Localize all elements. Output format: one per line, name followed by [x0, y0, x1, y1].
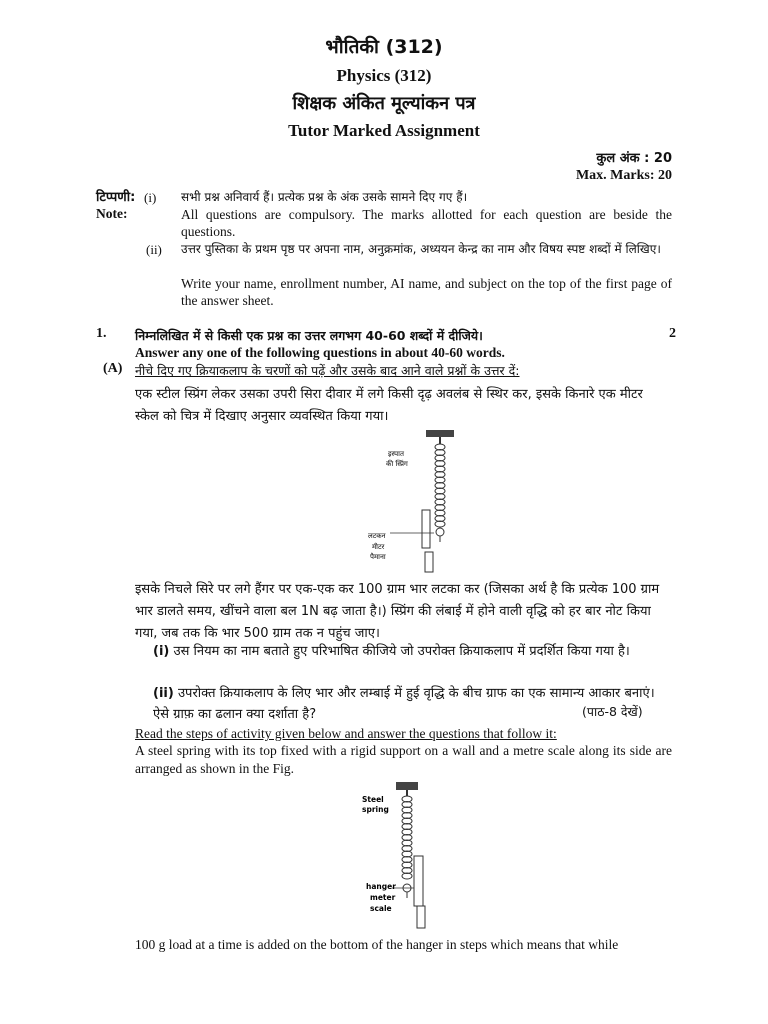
part-a-procedure-english: 100 g load at a time is added on the bottom of the hanger in steps which means that while — [135, 937, 619, 952]
part-a-setup-hindi: एक स्टील स्प्रिंग लेकर उसका उपरी सिरा दीवार में लगे किसी दृढ़ अवलंब से स्थिर कर, इसके किनारे एक मीटर स्केल को चित्र में दिखाए अनुसार व्यवस्थित किया गया। — [135, 387, 643, 424]
lesson-reference: (पाठ-8 देखें) — [582, 704, 643, 719]
hanger-label: hanger — [366, 882, 396, 891]
q-i-number: (i) — [153, 644, 170, 659]
title-hindi: भौतिकी (312) — [325, 36, 443, 58]
note-i-hindi: सभी प्रश्न अनिवार्य हैं। प्रत्येक प्रश्न के अंक उसके सामने दिए गए हैं। — [181, 190, 468, 204]
hanger-icon — [436, 528, 444, 536]
meter-scale — [422, 510, 430, 548]
scale-base — [417, 906, 425, 928]
scale-label: पैमाना — [370, 553, 386, 561]
spring-label-2: की स्प्रिंग — [386, 460, 408, 468]
meter-scale — [414, 856, 423, 906]
spring-label-2: spring — [362, 805, 389, 814]
q-ii-text: उपरोक्त क्रियाकलाप के लिए भार और लम्बाई में हुई वृद्धि के बीच ग्राफ का एक सामान्य आकार बनाएं। ऐसे ग्राफ़ का ढलान क्या दर्शाता है? — [153, 686, 655, 722]
scale-label: scale — [370, 904, 392, 913]
part-a-label: (A) — [103, 361, 123, 376]
subtitle-english: Tutor Marked Assignment — [288, 121, 480, 140]
part-a-setup-english: A steel spring with its top fixed with a rigid support on a wall and a metre scale along its side are arranged as shown in the Fig. — [135, 743, 672, 776]
question-instruction-hindi: निम्नलिखित में से किसी एक प्रश्न का उत्तर लगभग 40-60 शब्दों में दीजिये। — [135, 328, 483, 343]
max-marks-english: Max. Marks: 20 — [575, 168, 672, 183]
scale-base — [425, 552, 433, 572]
part-a-lead-hindi: नीचे दिए गए क्रियाकलाप के चरणों को पढ़ें और उसके बाद आने वाले प्रश्नों के उत्तर दें: — [135, 363, 520, 378]
spring-label: Steel — [362, 795, 384, 804]
total-marks-hindi: कुल अंक : 20 — [596, 151, 672, 166]
hanger-label: लटकन — [368, 532, 386, 540]
part-a-q-i — [153, 641, 665, 662]
note-ii-hindi: उत्तर पुस्तिका के प्रथम पृष्ठ पर अपना नाम, अनुक्रमांक, अध्ययन केन्द्र का नाम और विषय स्पष्ट शब्दों में लिखिए। — [181, 242, 661, 256]
question-marks: 2 — [669, 326, 676, 341]
question-instruction-english: Answer any one of the following questions in about 40-60 words. — [135, 345, 505, 360]
spring-diagram-english — [350, 780, 460, 930]
note-label-hindi: टिप्पणी: — [96, 190, 136, 205]
note-label-english: Note: — [96, 206, 128, 221]
q-i-text: उस नियम का नाम बताते हुए परिभाषित कीजिये जो उपरोक्त क्रियाकलाप में प्रदर्शित किया गया है। — [173, 644, 630, 659]
rigid-support — [396, 782, 418, 790]
q-ii-number: (ii) — [153, 686, 174, 701]
spring-coils — [402, 796, 412, 879]
rigid-support — [426, 430, 454, 437]
spring-diagram-hindi — [350, 428, 460, 578]
note-i-number: (i) — [144, 190, 157, 205]
title-english: Physics (312) — [336, 66, 432, 85]
note-i-english: All questions are compulsory. The marks allotted for each question are beside the questions. — [181, 207, 672, 239]
meter-label: meter — [370, 893, 396, 902]
part-a-lead-english: Read the steps of activity given below and answer the questions that follow it: — [135, 726, 557, 741]
note-ii-english: Write your name, enrollment number, AI name, and subject on the top of the first page of the answer sheet. — [181, 276, 672, 308]
note-ii-number: (ii) — [146, 242, 162, 257]
question-number: 1. — [96, 326, 107, 341]
part-a-procedure-hindi: इसके निचले सिरे पर लगे हैंगर पर एक-एक कर 100 ग्राम भार लटका कर (जिसका अर्थ है कि प्रत्येक 100 ग्राम भार डालते समय, खींचने वाला बल 1N बढ़ जाता है।) स्प्रिंग की लंबाई में होने वाली वृद्धि को हर बार नोट किया गया, जब तक कि भार 500 ग्राम तक न पहुंच जाए। — [135, 582, 660, 641]
subtitle-hindi: शिक्षक अंकित मूल्यांकन पत्र — [292, 93, 476, 114]
meter-label: मीटर — [372, 543, 385, 551]
spring-label: इस्पात — [388, 450, 404, 458]
spring-coils — [435, 444, 445, 527]
